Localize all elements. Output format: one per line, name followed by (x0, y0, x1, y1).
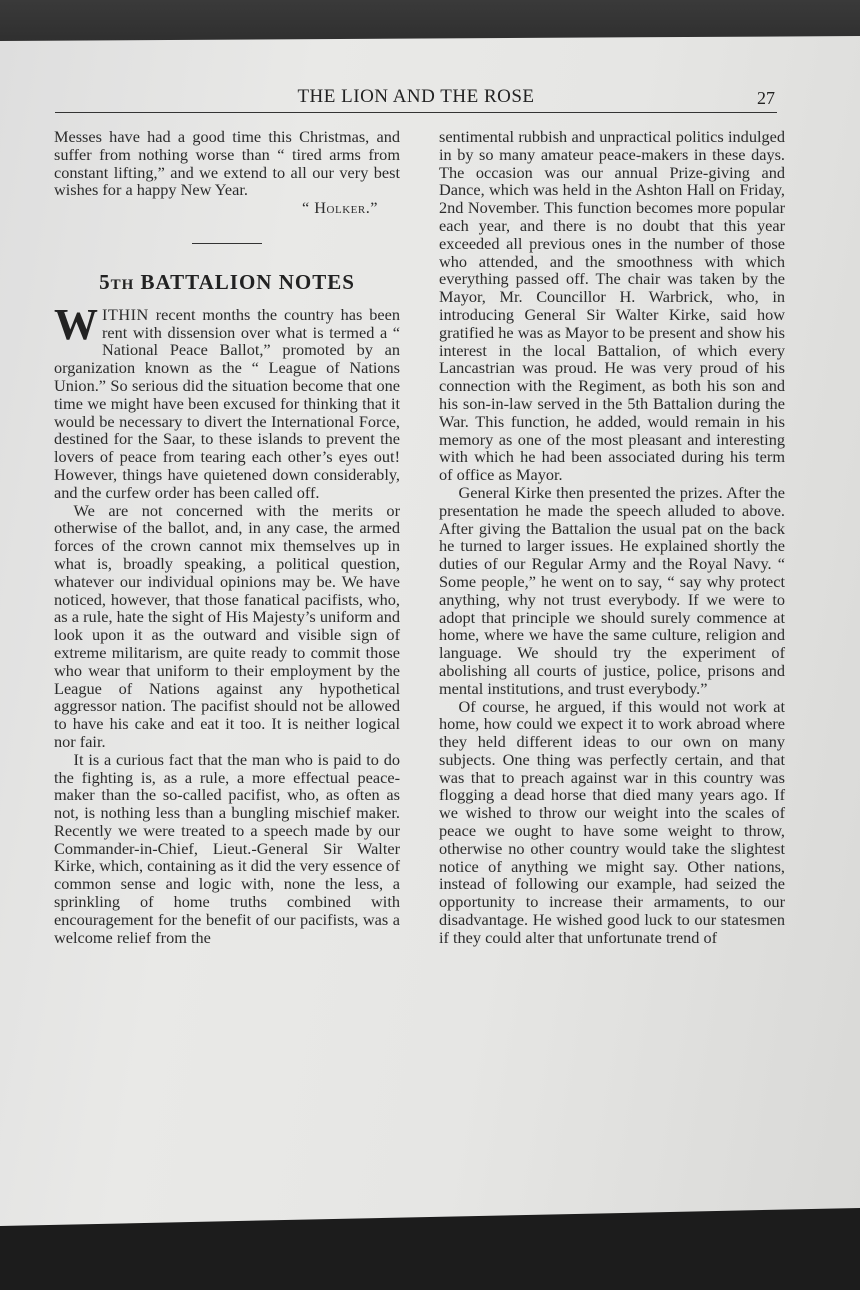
page-header (55, 86, 777, 113)
body-paragraph: General Kirke then presented the prizes. After the presentation he made the speech alluded to above. After giving the Battalion the usual pat on the back he turned to larger issues. He explained shortly the duties of our Regular Army and the Royal Navy. “ Some people,” he went on to say, “ say why protect anything, why not trust everybody. If we were to adopt that principle we should surely commence at home, where we have the same culture, religion and language. We should try the experiment of abolishing all courts of justice, police, prisons and mental institutions, and trust everybody.” (439, 482, 785, 698)
body-paragraph: We are not concerned with the merits or otherwise of the ballot, and, in any case, the armed forces of the crown cannot mix themselves up in what is, broadly speaking, a political question, whatever our individual opinions may be. We have noticed, however, that those fanatical pacifists, who, as a rule, hate the sight of His Majesty’s uniform and look upon it as the outward and visible sign of extreme militarism, are quite ready to commit those who wear that uniform to their employment by the League of Nations against any hypothetical aggressor nation. The pacifist should not be allowed to have his cake and eat it too. It is neither logical nor fair. (54, 500, 400, 751)
page-number: 27 (757, 88, 775, 108)
body-paragraph: Of course, he argued, if this would not work at home, how could we expect it to work abroad where they held different ideas to our own on many subjects. One thing was perfectly certain, and that was that to preach against war in this country was flogging a dead horse that died many years ago. If we wished to throw our weight into the scales of peace we ought to have some weight to throw, otherwise no other country would take the slightest notice of anything we might say. Other nations, instead of following our example, had seized the opportunity to increase their armaments, to our disadvantage. He wished good luck to our statesmen if they could alter that unfortunate trend of (439, 696, 785, 947)
section-divider (192, 243, 262, 244)
body-paragraph: sentimental rubbish and unpractical politics indulged in by so many amateur peace-makers in these days. The occasion was our annual Prize-giving and Dance, which was held in the Ashton Hall on Friday, 2nd November. This function becomes more popular each year, and there is no doubt that this year exceeded all previous ones in the number of those who attended, and the smoothness with which everything passed off. The chair was taken by the Mayor, Mr. Councillor H. Warbrick, who, in introducing General Sir Walter Kirke, said how gratified he was as Mayor to be present and show his interest in the local Battalion, of which every Lancastrian was proud. He was very proud of his connection with the Regiment, as both his son and his son-in-law served in the 5th Battalion during the War. This function, he added, would remain in his memory as one of the most pleasant and interesting with which he had been associated during his term of office as Mayor. (439, 127, 785, 485)
first-word: ITHIN (102, 304, 149, 324)
left-column (54, 128, 400, 946)
running-title: THE LION AND THE ROSE (297, 86, 535, 107)
section-title-text: BATTALION NOTES (134, 269, 355, 294)
right-column (439, 128, 785, 947)
signature: “ Holker.” (301, 198, 378, 218)
drop-cap: W (54, 299, 98, 349)
body-paragraph (54, 299, 400, 502)
paragraph-text: recent months the country has been rent with dissension over what is termed a “ National Peace Ballot,” promoted by an organization known as the “ League of Nations Union.” So serious did the situation become that one time we might have been excused for thinking that it would be necessary to divert the International Force, destined for the Saar, to these islands to prevent the lovers of peace from tearing each other’s eyes out! However, things have quietened down considerably, and the curfew order has been called off. (54, 304, 400, 502)
body-paragraph: It is a curious fact that the man who is paid to do the fighting is, as a rule, a more effectual peace-maker than the so-called pacifist, who, as often as not, is nothing less than a bungling mischief maker. Recently we were treated to a speech made by our Commander-in-Chief, Lieut.-General Sir Walter Kirke, which, containing as it did the very essence of common sense and logic with, none the less, a sprinkling of home truths combined with encouragement for the benefit of our pacifists, was a welcome relief from the (54, 749, 400, 947)
section-title (54, 269, 400, 294)
intro-paragraph: Messes have had a good time this Christmas, and suffer from nothing worse than “ tired arms from constant lifting,” and we extend to all our very best wishes for a happy New Year. (54, 127, 400, 200)
section-title-ordinal: 5th (99, 269, 135, 294)
